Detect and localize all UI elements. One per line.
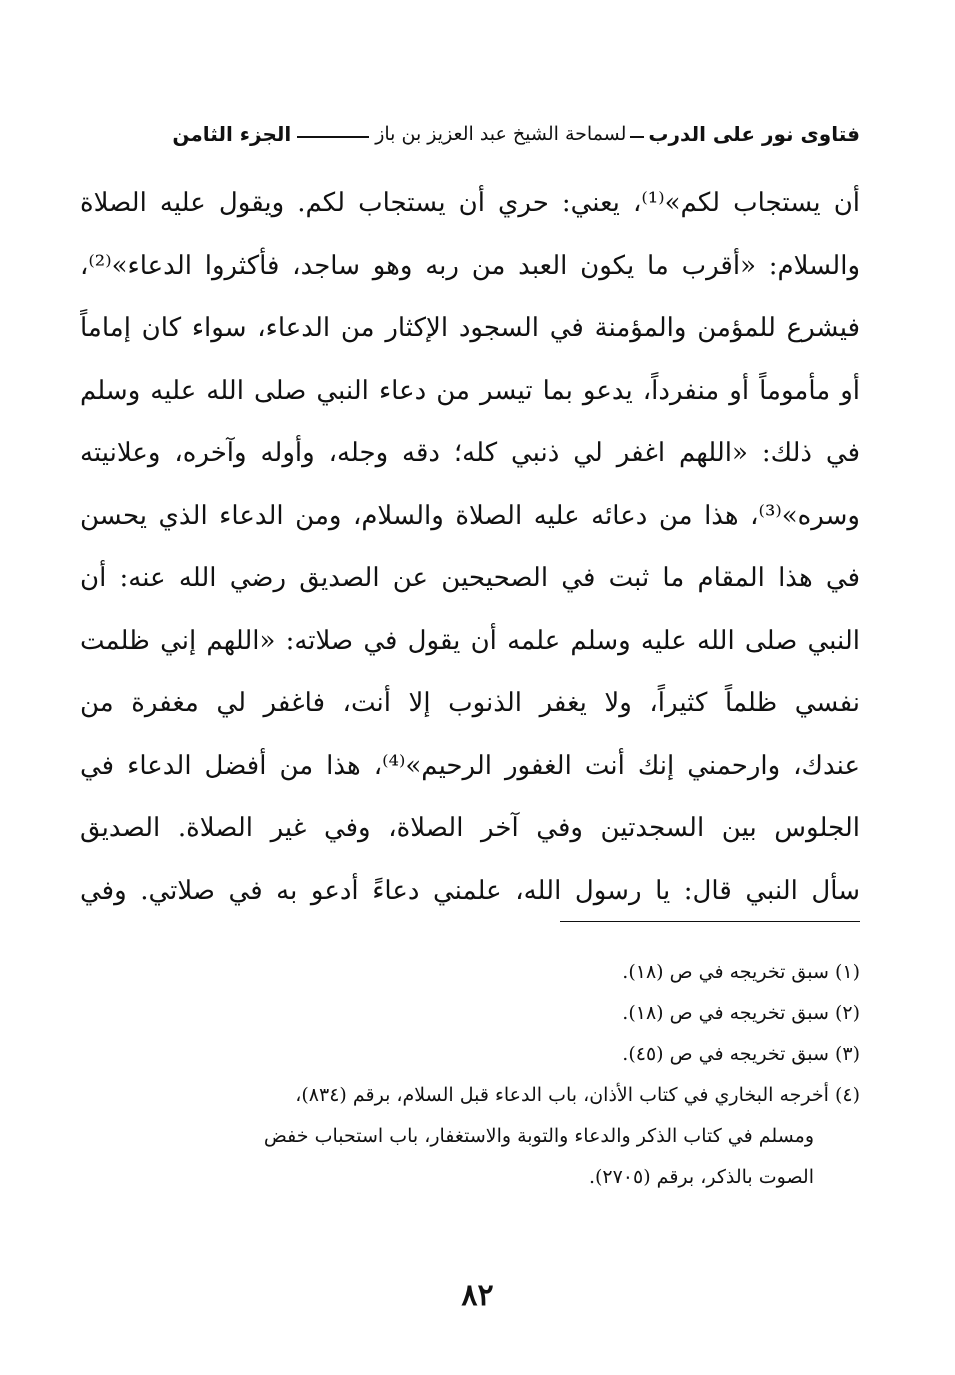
header-rule (297, 136, 369, 138)
text-line: أن يستجاب لكم»⁽¹⁾، يعني: حري أن يستجاب لكم. ويقول عليه الصلاة (80, 188, 860, 218)
running-header (95, 116, 860, 152)
text-line: والسلام: «أقرب ما يكون العبد من ربه وهو ساجد، فأكثروا الدعاء»⁽²⁾، (80, 250, 860, 281)
text-line: النبي صلى الله عليه وسلم علمه أن يقول في صلاته: «اللهم إني ظلمت (80, 625, 860, 656)
volume-label: الجزء الثامن (172, 122, 292, 146)
footnote-1: (١) سبق تخريجه في ص (١٨). (622, 961, 860, 983)
text-line: أو مأموماً أو منفرداً، يدعو بما تيسر من دعاء النبي صلى الله عليه وسلم (80, 375, 860, 406)
text-line: في ذلك: «اللهم اغفر لي ذنبي كله؛ دقه وجله، وأوله وآخره، وعلانيته (80, 438, 860, 468)
text-line: عندك، وارحمني إنك أنت الغفور الرحيم»⁽⁴⁾، هذا من أفضل الدعاء في (80, 750, 860, 781)
footnote-separator (560, 921, 860, 922)
text-line: في هذا المقام ما ثبت في الصحيحين عن الصديق رضي الله عنه: أن (80, 563, 860, 593)
book-title: فتاوى نور على الدرب (648, 122, 860, 146)
footnote-4-continuation: الصوت بالذكر، برقم (٢٧٠٥). (588, 1166, 814, 1188)
page-number: ٨٢ (461, 1278, 494, 1313)
text-line: الجلوس بين السجدتين وفي آخر الصلاة، وفي غير الصلاة. الصديق (80, 813, 860, 843)
text-line: فيشرع للمؤمن والمؤمنة في السجود الإكثار من الدعاء، سواء كان إماماً (80, 313, 860, 343)
footnote-2: (٢) سبق تخريجه في ص (١٨). (622, 1002, 860, 1024)
text-line: نفسي ظلماً كثيراً، ولا يغفر الذنوب إلا أنت، فاغفر لي مغفرة من (80, 688, 860, 718)
footnotes (80, 952, 860, 1198)
author-name: لسماحة الشيخ عبد العزيز بن باز (375, 123, 627, 145)
main-text (80, 172, 860, 922)
header-dash (630, 136, 644, 138)
text-line: وسره»⁽³⁾، هذا من دعائه عليه الصلاة والسلام، ومن الدعاء الذي يحسن (80, 500, 860, 531)
text-line: سأل النبي قال: يا رسول الله، علمني دعاءً أدعو به في صلاتي. وفي (80, 875, 860, 906)
footnote-3: (٣) سبق تخريجه في ص (٤٥). (622, 1043, 860, 1065)
footnote-4: (٤) أخرجه البخاري في كتاب الأذان، باب الدعاء قبل السلام، برقم (٨٣٤)، (295, 1084, 860, 1106)
footnote-4-continuation: ومسلم في كتاب الذكر والدعاء والتوبة والاستغفار، باب استحباب خفض (263, 1125, 814, 1147)
